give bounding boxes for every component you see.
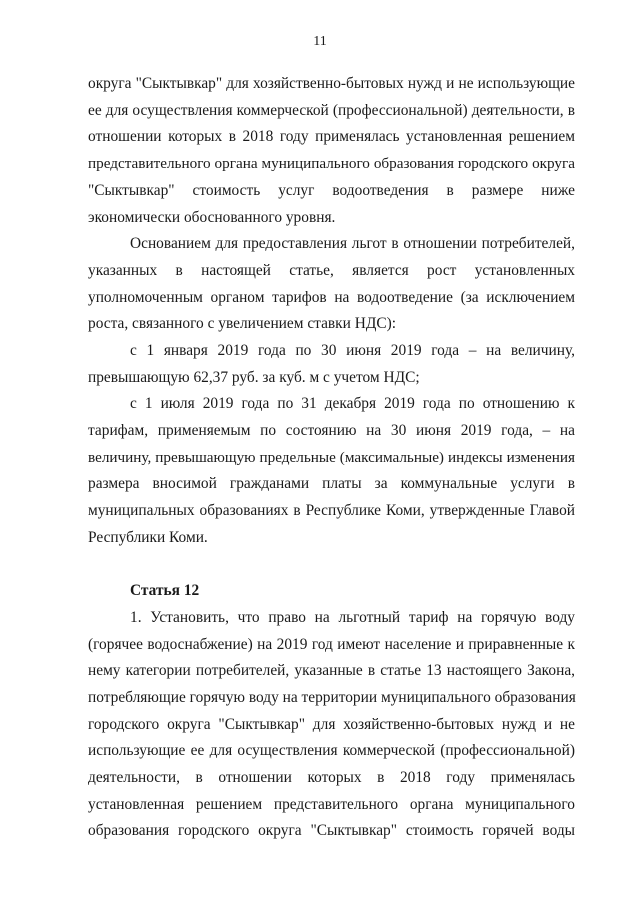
paragraph-line: нему категории потребителей, указанные в статье 13 настоящего Закона, [88,662,575,679]
paragraph-line: "Сыктывкар" стоимость услуг водоотведения в размере ниже [88,182,575,199]
paragraph-line: тарифам, применяемым по состоянию на 30 июня 2019 года, – на [88,422,575,439]
paragraph-line: использующие ее для осуществления коммерческой (профессиональной) [88,742,575,759]
paragraph-line: величину, превышающую предельные (максимальные) индексы изменения [88,449,575,466]
paragraph-line: деятельности, в отношении которых в 2018 году применялась [88,769,575,786]
page-number: 11 [313,34,327,49]
paragraph-line: потребляющие горячую воду на территории муниципального образования [88,689,576,706]
paragraph-line: размера вносимой гражданами платы за коммунальные услуги в [88,475,575,492]
paragraph-line: образования городского округа "Сыктывкар" стоимость горячей воды [88,822,575,839]
paragraph-line: округа "Сыктывкар" для хозяйственно-бытовых нужд и не использующие [88,75,575,92]
paragraph-line: уполномоченным органом тарифов на водоотведение (за исключением [88,289,575,306]
paragraph-line: ее для осуществления коммерческой (профессиональной) деятельности, в [88,102,575,119]
paragraph-line: Республики Коми. [88,529,208,546]
paragraph-line: представительного органа муниципального образования городского округа [88,155,575,172]
paragraph-line: городского округа "Сыктывкар" для хозяйственно-бытовых нужд и не [88,716,575,733]
paragraph-line: (горячее водоснабжение) на 2019 год имеют население и приравненные к [88,636,575,653]
paragraph-line: 1. Установить, что право на льготный тариф на горячую воду [130,609,575,626]
paragraph-line: с 1 января 2019 года по 30 июня 2019 года – на величину, [130,342,575,359]
paragraph-line: роста, связанного с увеличением ставки НДС): [88,315,397,332]
paragraph-line: с 1 июля 2019 года по 31 декабря 2019 года по отношению к [130,395,575,412]
article-heading: Статья 12 [130,582,200,599]
paragraph-line: муниципальных образованиях в Республике Коми, утвержденные Главой [88,502,575,519]
paragraph-line: указанных в настоящей статье, является рост установленных [88,262,575,279]
paragraph-line: установленная решением представительного органа муниципального [88,796,575,813]
paragraph-line: отношении которых в 2018 году применялась установленная решением [88,128,575,145]
paragraph-line: Основанием для предоставления льгот в отношении потребителей, [130,235,575,252]
paragraph-line: превышающую 62,37 руб. за куб. м с учетом НДС; [88,369,420,386]
paragraph-line: экономически обоснованного уровня. [88,209,336,226]
